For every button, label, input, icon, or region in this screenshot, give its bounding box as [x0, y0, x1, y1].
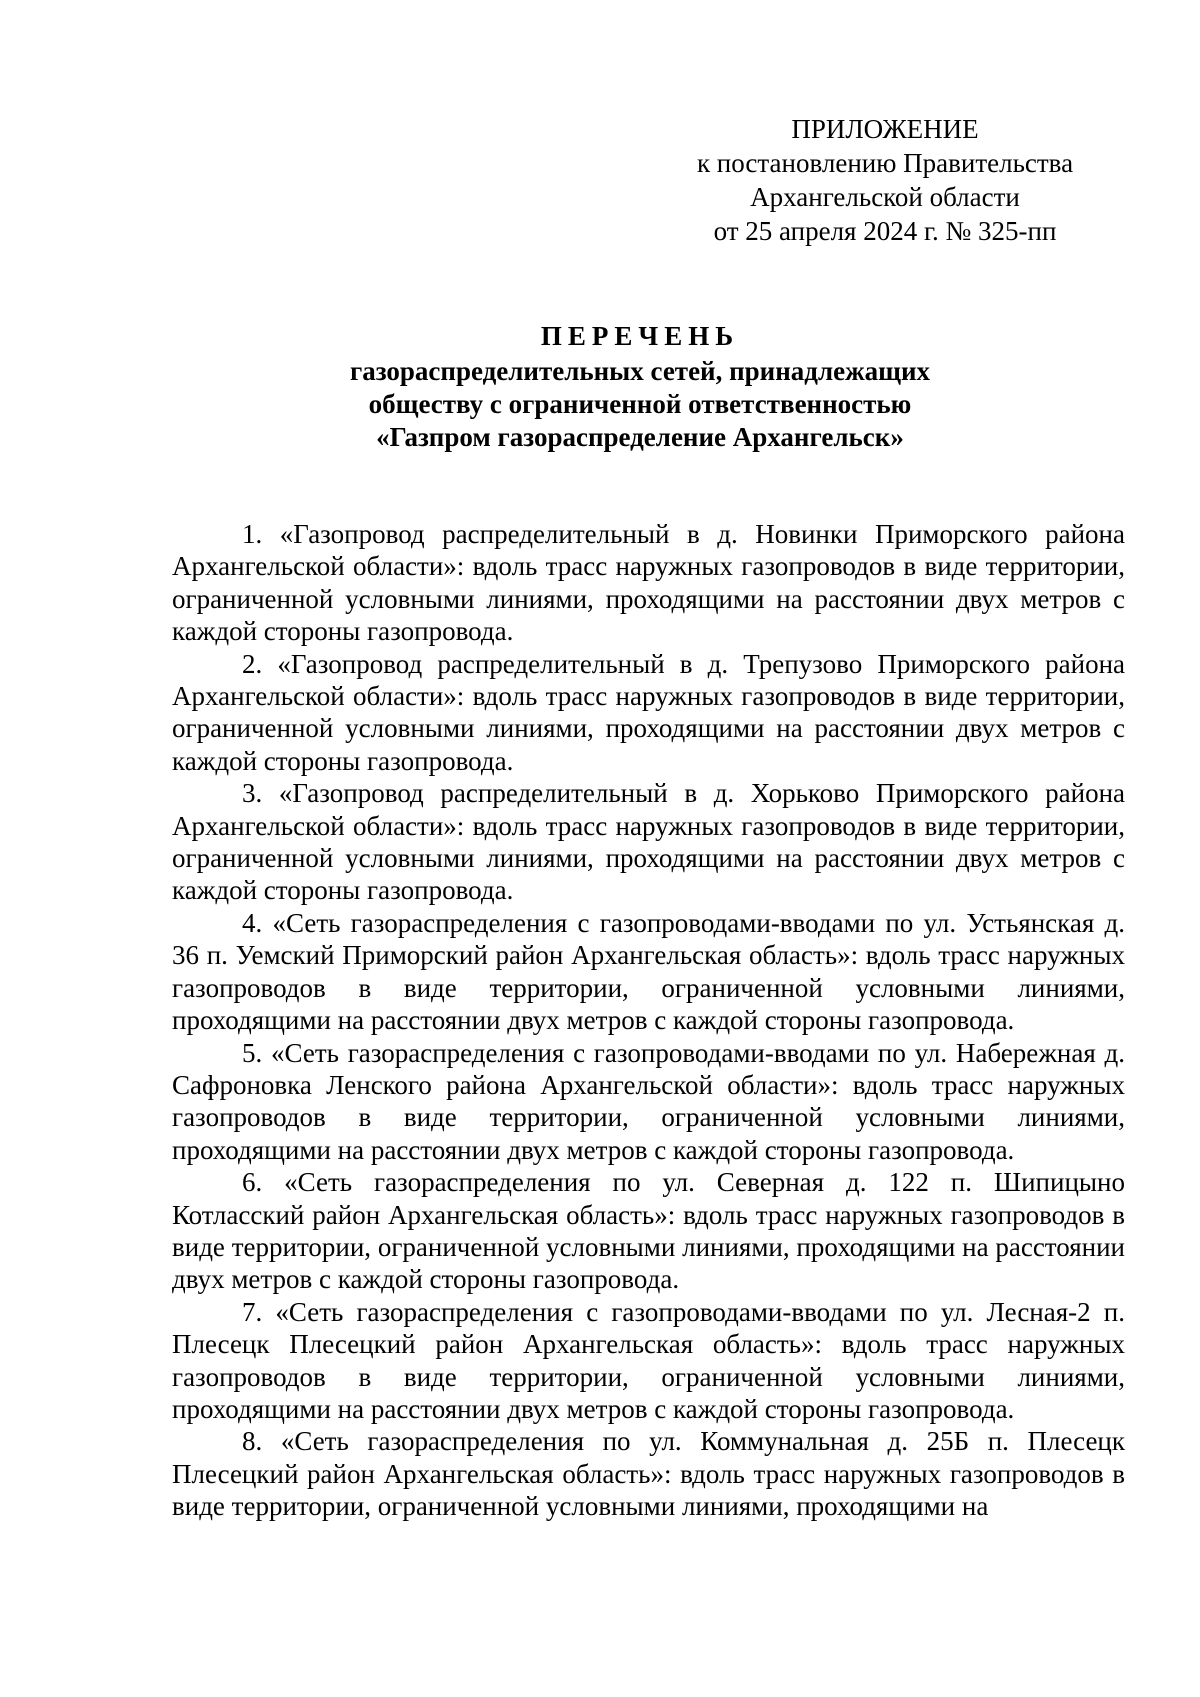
- heading-line-3: «Газпром газораспределение Архангельск»: [376, 422, 904, 452]
- appendix-title: ПРИЛОЖЕНИЕ: [791, 114, 979, 144]
- list-item: 5. «Сеть газораспределения с газопроводами-вводами по ул. Набережная д. Сафроновка Ленского района Архангельской области»: вдоль трасс наружных газопроводов в виде территории, ограниченной условными линиями, проходящими на расстоянии двух метров с каждой стороны газопровода.: [172, 1037, 1125, 1165]
- list-item: 4. «Сеть газораспределения с газопроводами-вводами по ул. Устьянская д. 36 п. Уемский Приморский район Архангельская область»: вдоль трасс наружных газопроводов в виде территории, ограниченной условными линиями, проходящими на расстоянии двух метров с каждой стороны газопровода.: [172, 907, 1125, 1036]
- appendix-reference: к постановлению Правительства: [696, 148, 1074, 178]
- appendix-region: Архангельской области: [750, 182, 1020, 212]
- heading-line-1: газораспределительных сетей, принадлежащих: [349, 356, 931, 386]
- appendix-block: [650, 112, 1120, 248]
- heading-title: ПЕРЕЧЕНЬ: [540, 321, 740, 351]
- list-item: 3. «Газопровод распределительный в д. Хорьково Приморского района Архангельской области»: вдоль трасс наружных газопроводов в виде территории, ограниченной условными линиями, проходящими на расстоянии двух метров с каждой стороны газопровода.: [172, 778, 1125, 906]
- list-item: 1. «Газопровод распределительный в д. Новинки Приморского района Архангельской области»: вдоль трасс наружных газопроводов в виде территории, ограниченной условными линиями, проходящими на расстоянии двух метров с каждой стороны газопровода.: [172, 519, 1125, 647]
- document-body: [172, 518, 1125, 1523]
- list-item: 7. «Сеть газораспределения с газопроводами-вводами по ул. Лесная-2 п. Плесецк Плесецкий район Архангельская область»: вдоль трасс наружных газопроводов в виде территории, ограниченной условными линиями, проходящими на расстоянии двух метров с каждой стороны газопровода.: [172, 1296, 1125, 1424]
- list-item: 8. «Сеть газораспределения по ул. Коммунальная д. 25Б п. Плесецк Плесецкий район Архангельская область»: вдоль трасс наружных газопроводов в виде территории, ограниченной условными линиями, проходящими на: [172, 1426, 1125, 1522]
- appendix-date-number: от 25 апреля 2024 г. № 325-пп: [713, 216, 1057, 246]
- document-heading: [160, 320, 1120, 454]
- list-item: 6. «Сеть газораспределения по ул. Северная д. 122 п. Шипицыно Котласский район Архангельская область»: вдоль трасс наружных газопроводов в виде территории, ограниченной условными линиями, проходящими на расстоянии двух метров с каждой стороны газопровода.: [172, 1167, 1125, 1295]
- heading-line-2: обществу с ограниченной ответственностью: [368, 389, 912, 419]
- list-item: 2. «Газопровод распределительный в д. Трепузово Приморского района Архангельской области»: вдоль трасс наружных газопроводов в виде территории, ограниченной условными линиями, проходящими на расстоянии двух метров с каждой стороны газопровода.: [172, 648, 1125, 776]
